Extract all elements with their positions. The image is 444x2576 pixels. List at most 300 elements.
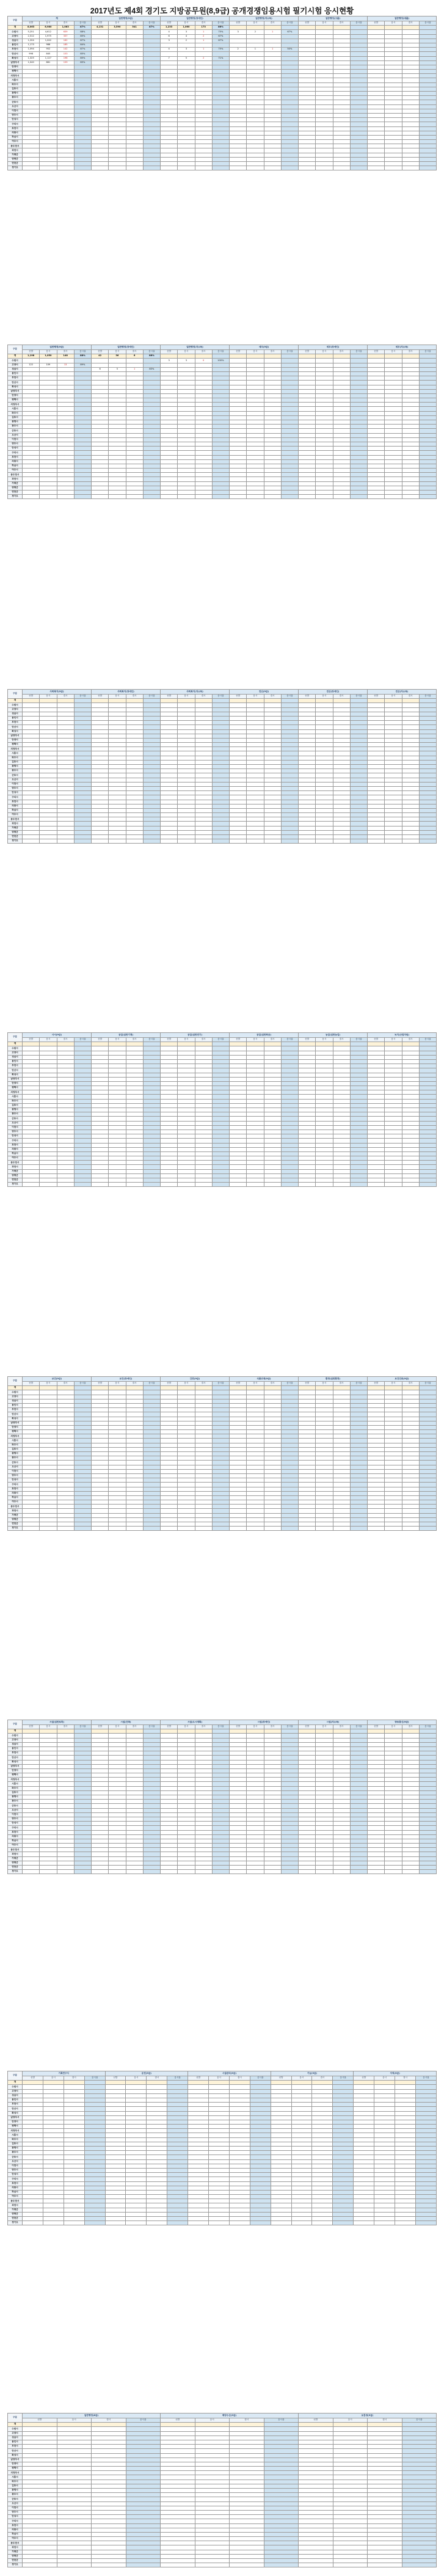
- cell: [247, 721, 264, 725]
- cell: [281, 104, 298, 109]
- table-row: [8, 1751, 437, 1756]
- cell: [281, 451, 298, 455]
- cell: [385, 74, 402, 78]
- cell: [230, 367, 247, 371]
- table-row: [8, 699, 437, 703]
- cell: [385, 800, 402, 804]
- cell: [316, 822, 333, 826]
- cell: [126, 1447, 143, 1451]
- cell: [281, 407, 298, 411]
- cell: 1,198: [23, 354, 40, 359]
- table-row: [8, 437, 437, 442]
- region-label: 부천시: [8, 1064, 23, 1068]
- cell: [281, 1086, 298, 1090]
- cell: [333, 38, 350, 43]
- cell: [126, 113, 143, 117]
- cell: [92, 1077, 109, 1081]
- cell: [230, 804, 247, 808]
- cell: [350, 1095, 367, 1099]
- cell: [402, 1125, 419, 1129]
- cell: [126, 1064, 143, 1068]
- cell: [40, 1417, 57, 1421]
- cell: [385, 1068, 402, 1073]
- cell: [92, 813, 109, 817]
- cell: [368, 1756, 385, 1760]
- cell: [109, 1151, 126, 1156]
- cell: [419, 1478, 436, 1483]
- cell: [264, 1125, 281, 1129]
- cell: [368, 82, 385, 87]
- cell: [57, 1117, 74, 1121]
- cell: [316, 354, 333, 359]
- cell: [402, 447, 419, 451]
- cell: [109, 1121, 126, 1125]
- cell: [109, 162, 126, 166]
- cell: [316, 491, 333, 495]
- cell: [74, 153, 91, 157]
- cell: [92, 437, 109, 442]
- cell: [109, 712, 126, 716]
- sub-header: 응시율: [212, 1725, 229, 1729]
- cell: [143, 464, 160, 468]
- cell: [57, 1527, 74, 1531]
- cell: [402, 826, 419, 830]
- cell: [195, 1751, 212, 1756]
- cell: [109, 1729, 126, 1734]
- cell: [178, 140, 195, 144]
- cell: [333, 1760, 350, 1764]
- cell: [23, 725, 40, 729]
- cell: [368, 109, 385, 113]
- cell: [316, 1403, 333, 1407]
- cell: [212, 756, 229, 760]
- cell: [281, 411, 298, 415]
- cell: [195, 162, 212, 166]
- cell: [350, 1129, 367, 1134]
- cell: [350, 495, 367, 499]
- group-header: 전산(저소득): [368, 690, 437, 695]
- cell: [109, 1099, 126, 1103]
- cell: [178, 1505, 195, 1509]
- cell: [109, 1478, 126, 1483]
- cell: 1,050: [40, 354, 57, 359]
- cell: [419, 1729, 436, 1734]
- cell: [195, 1782, 212, 1786]
- cell: [57, 751, 74, 756]
- cell: [195, 1505, 212, 1509]
- sub-header: 선발: [161, 1382, 178, 1386]
- region-label: 수원시: [8, 1734, 23, 1738]
- cell: [143, 1808, 160, 1812]
- cell: [161, 1129, 178, 1134]
- group-header: 사회복지(장애인): [92, 690, 161, 695]
- cell: [264, 1768, 281, 1773]
- cell: [402, 70, 419, 74]
- cell: [92, 1522, 109, 1527]
- cell: [264, 1473, 281, 1478]
- cell: [402, 791, 419, 795]
- cell: [299, 1768, 316, 1773]
- cell: 109: [40, 363, 57, 367]
- cell: [385, 1125, 402, 1129]
- group-header: 일반행정(저소득): [161, 345, 230, 350]
- cell: [57, 1487, 74, 1491]
- cell: [299, 1161, 316, 1165]
- cell: [92, 1390, 109, 1395]
- cell: [74, 1782, 91, 1786]
- sub-header: 결시: [402, 695, 419, 699]
- cell: [161, 65, 178, 69]
- sub-header: 결시: [195, 1725, 212, 1729]
- sub-header: 선발: [92, 1382, 109, 1386]
- cell: [40, 1112, 57, 1117]
- cell: [23, 1161, 40, 1165]
- cell: [230, 1461, 247, 1465]
- cell: [264, 1112, 281, 1117]
- table-row: [8, 1812, 437, 1817]
- cell: [230, 126, 247, 131]
- cell: [40, 126, 57, 131]
- cell: [40, 1125, 57, 1129]
- region-label: 안산시: [8, 1756, 23, 1760]
- region-label: 안산시: [8, 52, 23, 56]
- cell: [161, 1151, 178, 1156]
- cell: [350, 354, 367, 359]
- cell: [57, 839, 74, 844]
- cell: [40, 1522, 57, 1527]
- cell: [212, 835, 229, 839]
- cell: [178, 1151, 195, 1156]
- cell: [316, 1800, 333, 1804]
- cell: [402, 451, 419, 455]
- cell: [402, 1513, 419, 1517]
- table-row: [8, 1399, 437, 1403]
- cell: [402, 795, 419, 800]
- cell: [281, 376, 298, 381]
- cell: [126, 1042, 143, 1046]
- cell: [368, 140, 385, 144]
- cell: [333, 786, 350, 790]
- cell: [402, 822, 419, 826]
- cell: [402, 1412, 419, 1417]
- cell: [333, 1055, 350, 1059]
- cell: [57, 1469, 74, 1473]
- cell: [195, 1500, 212, 1505]
- cell: [247, 481, 264, 486]
- cell: [281, 420, 298, 425]
- cell: [316, 82, 333, 87]
- sub-header: 응시율: [281, 695, 298, 699]
- cell: [281, 1412, 298, 1417]
- cell: [316, 1500, 333, 1505]
- cell: [74, 1046, 91, 1051]
- region-label: 평택시: [8, 1086, 23, 1090]
- cell: [385, 381, 402, 385]
- cell: [161, 1430, 178, 1434]
- cell: [92, 835, 109, 839]
- cell: [126, 1509, 143, 1513]
- cell: [161, 1764, 178, 1768]
- cell: [350, 1773, 367, 1778]
- group-header: 공업(일반기계): [92, 1033, 161, 1038]
- cell: [402, 769, 419, 773]
- cell: [368, 782, 385, 786]
- cell: [385, 26, 402, 30]
- cell: [178, 78, 195, 82]
- cell: [126, 712, 143, 716]
- cell: [195, 1452, 212, 1456]
- cell: [264, 1443, 281, 1447]
- cell: [264, 1403, 281, 1407]
- cell: [126, 734, 143, 738]
- region-label: 계: [8, 1729, 23, 1734]
- cell: [74, 381, 91, 385]
- cell: [212, 1461, 229, 1465]
- cell: [368, 393, 385, 398]
- cell: [368, 359, 385, 363]
- cell: 3: [161, 38, 178, 43]
- cell: [23, 756, 40, 760]
- cell: [316, 712, 333, 716]
- cell: [143, 131, 160, 135]
- cell: [419, 1500, 436, 1505]
- cell: [316, 34, 333, 38]
- cell: [402, 56, 419, 60]
- cell: [385, 734, 402, 738]
- cell: [281, 1417, 298, 1421]
- cell: [161, 782, 178, 786]
- cell: [126, 703, 143, 707]
- cell: [385, 1156, 402, 1161]
- region-label: 의정부시: [8, 403, 23, 407]
- cell: [92, 1399, 109, 1403]
- cell: [161, 131, 178, 135]
- cell: [419, 153, 436, 157]
- cell: [23, 398, 40, 403]
- cell: [299, 148, 316, 153]
- cell: [316, 1086, 333, 1090]
- cell: [247, 1473, 264, 1478]
- cell: [143, 420, 160, 425]
- cell: [350, 464, 367, 468]
- cell: [316, 760, 333, 764]
- cell: [40, 1403, 57, 1407]
- cell: [178, 389, 195, 393]
- cell: [368, 1129, 385, 1134]
- cell: [350, 1081, 367, 1085]
- cell: [74, 481, 91, 486]
- cell: [57, 707, 74, 712]
- cell: [402, 140, 419, 144]
- cell: [161, 1760, 178, 1764]
- cell: [230, 1046, 247, 1051]
- cell: [264, 1487, 281, 1491]
- cell: [402, 1425, 419, 1429]
- cell: [385, 1495, 402, 1500]
- region-label: 의정부시: [8, 1434, 23, 1439]
- cell: [126, 87, 143, 91]
- cell: [195, 835, 212, 839]
- cell: [161, 420, 178, 425]
- sub-header: 결시: [402, 1725, 419, 1729]
- cell: [40, 118, 57, 122]
- cell: [178, 765, 195, 769]
- cell: [143, 721, 160, 725]
- cell: [247, 1178, 264, 1183]
- cell: [247, 1760, 264, 1764]
- cell: [195, 1469, 212, 1473]
- cell: [40, 1478, 57, 1483]
- cell: [195, 738, 212, 742]
- cell: [299, 113, 316, 117]
- cell: [368, 65, 385, 69]
- cell: [40, 1077, 57, 1081]
- cell: [264, 1804, 281, 1808]
- cell: [333, 1778, 350, 1782]
- sub-header: 선발: [23, 1038, 40, 1042]
- cell: [40, 70, 57, 74]
- cell: [385, 1473, 402, 1478]
- cell: [74, 398, 91, 403]
- cell: [299, 48, 316, 52]
- cell: [74, 135, 91, 139]
- cell: [316, 773, 333, 778]
- cell: [230, 78, 247, 82]
- cell: [195, 1756, 212, 1760]
- cell: [57, 738, 74, 742]
- cell: [368, 725, 385, 729]
- table-row: [8, 813, 437, 817]
- cell: [350, 1059, 367, 1064]
- cell: [23, 734, 40, 738]
- cell: [212, 826, 229, 830]
- cell: [74, 1042, 91, 1046]
- cell: [126, 148, 143, 153]
- cell: 122: [23, 363, 40, 367]
- cell: [350, 1417, 367, 1421]
- cell: [74, 1760, 91, 1764]
- group-header: 전산(장애인): [299, 690, 368, 695]
- cell: [368, 1746, 385, 1751]
- cell: [385, 87, 402, 91]
- cell: [40, 1425, 57, 1429]
- cell: [74, 389, 91, 393]
- cell: [419, 1786, 436, 1790]
- region-label: 남양주시: [8, 734, 23, 738]
- cell: [161, 60, 178, 65]
- cell: [247, 760, 264, 764]
- cell: [281, 166, 298, 170]
- region-label: 포천시: [8, 126, 23, 131]
- cell: [74, 738, 91, 742]
- cell: [230, 447, 247, 451]
- cell: [350, 1408, 367, 1412]
- cell: [264, 699, 281, 703]
- cell: [40, 1178, 57, 1183]
- sub-header: 응시율: [419, 1038, 436, 1042]
- cell: [143, 1447, 160, 1451]
- cell: [350, 1073, 367, 1077]
- cell: [264, 398, 281, 403]
- cell: [195, 1729, 212, 1734]
- cell: [247, 1143, 264, 1147]
- cell: [178, 118, 195, 122]
- cell: [161, 1121, 178, 1125]
- cell: [419, 826, 436, 830]
- group-header: 식품위생(9급): [230, 1377, 299, 1382]
- cell: [368, 1156, 385, 1161]
- cell: [161, 1742, 178, 1746]
- cell: [264, 1500, 281, 1505]
- cell: [57, 70, 74, 74]
- cell: [333, 1738, 350, 1742]
- cell: [350, 1517, 367, 1522]
- cell: [402, 1112, 419, 1117]
- cell: [57, 1399, 74, 1403]
- cell: [40, 1790, 57, 1795]
- cell: [350, 153, 367, 157]
- region-label: 고양시: [8, 34, 23, 38]
- cell: [92, 1143, 109, 1147]
- cell: 337: [57, 34, 74, 38]
- cell: [264, 420, 281, 425]
- cell: [385, 459, 402, 464]
- cell: [230, 1473, 247, 1478]
- cell: [264, 1491, 281, 1495]
- cell: [143, 1756, 160, 1760]
- cell: [281, 140, 298, 144]
- cell: [126, 433, 143, 437]
- cell: [385, 1738, 402, 1742]
- cell: [143, 1469, 160, 1473]
- cell: [350, 122, 367, 126]
- group-header: 방송통신(9급): [368, 1720, 437, 1725]
- cell: [281, 1500, 298, 1505]
- cell: [333, 1465, 350, 1469]
- table-row: [8, 729, 437, 734]
- cell: [161, 1478, 178, 1483]
- cell: [350, 82, 367, 87]
- cell: [230, 1390, 247, 1395]
- cell: [281, 1808, 298, 1812]
- cell: [316, 1751, 333, 1756]
- cell: [419, 464, 436, 468]
- cell: [92, 839, 109, 844]
- cell: [264, 1046, 281, 1051]
- cell: [74, 1077, 91, 1081]
- cell: [230, 1117, 247, 1121]
- cell: [74, 1103, 91, 1107]
- region-label: 가평군: [8, 153, 23, 157]
- cell: 881: [40, 60, 57, 65]
- cell: [230, 1456, 247, 1461]
- cell: [143, 1178, 160, 1183]
- cell: [281, 1408, 298, 1412]
- cell: [57, 721, 74, 725]
- cell: [126, 109, 143, 113]
- cell: [333, 1121, 350, 1125]
- cell: [126, 1478, 143, 1483]
- cell: [299, 473, 316, 477]
- cell: [92, 1505, 109, 1509]
- sub-header: 응시: [109, 21, 126, 26]
- table-row: [8, 56, 437, 60]
- cell: 83%: [143, 367, 160, 371]
- cell: [230, 1161, 247, 1165]
- cell: [143, 477, 160, 481]
- cell: [143, 148, 160, 153]
- cell: [23, 1068, 40, 1073]
